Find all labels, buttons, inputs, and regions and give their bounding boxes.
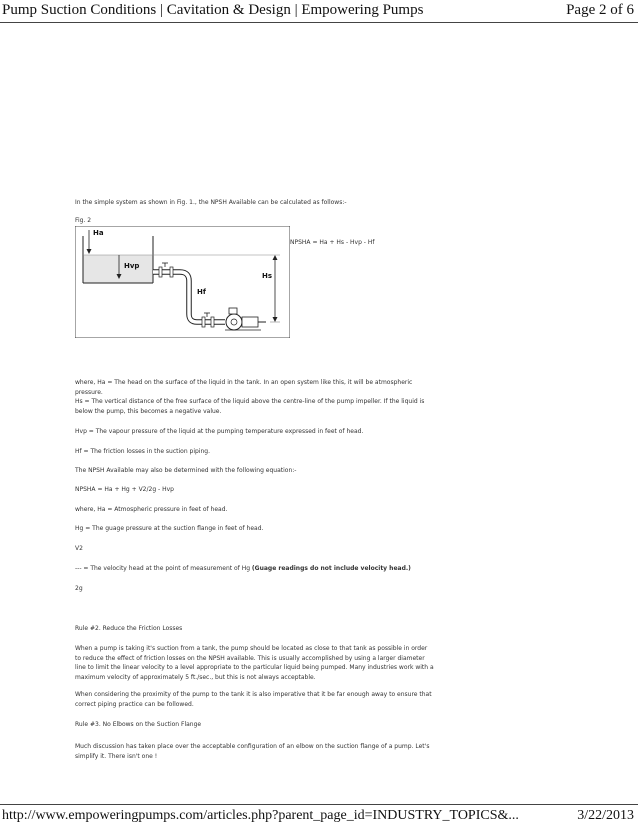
rule-3-body: Much discussion has taken place over the acceptable configuration of an elbow on the suction flange of a pump. Let's simplify it. There isn't one ! [75, 743, 430, 760]
velocity-head-text: --- = The velocity head at the point of measurement of Hg [75, 565, 252, 572]
print-date: 3/22/2013 [577, 808, 634, 823]
hg-definition: Hg = The guage pressure at the suction flange in feet of head. [75, 525, 264, 532]
label-hs: Hs [262, 272, 273, 280]
page-header [0, 0, 638, 23]
hf-definition: Hf = The friction losses in the suction piping. [75, 448, 211, 455]
v2-label: V2 [75, 545, 83, 552]
velocity-head-note: (Guage readings do not include velocity head.) [251, 565, 411, 572]
hvp-definition: Hvp = The vapour pressure of the liquid at the pumping temperature expressed in feet of head. [75, 428, 364, 435]
source-url[interactable]: http://www.empoweringpumps.com/articles.php?parent_page_id=INDUSTRY_TOPICS&... [2, 808, 519, 823]
page-footer [0, 804, 638, 827]
label-hf: Hf [197, 288, 206, 296]
label-hvp: Hvp [124, 262, 140, 270]
rule-2-body: When a pump is taking it's suction from a tank, the pump should be located as close to that tank as possible in order to reduce the effect of friction losses on the NPSH available. This is usually accomplished by using a larger diameter line to limit the linear velocity to a level appropriate to the particular liquid being pumped. Many industries work with a maximum velocity of approximately 5 ft./sec., but this is not always acceptable. [75, 645, 434, 681]
rule-2-title: Rule #2. Reduce the Friction Losses [75, 625, 183, 632]
pipe-flange [159, 267, 162, 277]
pump-discharge [229, 308, 237, 314]
npsh-system-diagram [75, 226, 290, 338]
intro-text: In the simple system as shown in Fig. 1., the NPSH Available can be calculated as follows:- [75, 199, 347, 206]
page-indicator: Page 2 of 6 [566, 2, 634, 18]
ha-definition: where, Ha = The head on the surface of the liquid in the tank. In an open system like this, it will be atmospheric pressure. [75, 379, 413, 396]
npsha-equation-2: NPSHA = Ha + Hg + V2/2g - Hvp [75, 486, 174, 493]
alt-equation-intro: The NPSH Available may also be determined with the following equation:- [75, 467, 297, 474]
pipe-flange [202, 317, 205, 327]
2g-label: 2g [75, 585, 83, 592]
pump-eye [231, 319, 237, 325]
pipe-flange [211, 317, 214, 327]
ha-definition-2: where, Ha = Atmospheric pressure in feet of head. [75, 506, 228, 513]
hs-definition: Hs = The vertical distance of the free surface of the liquid above the centre-line of the pump impeller. If the liquid is below the pump, this becomes a negative value. [75, 398, 425, 415]
rule-3-title: Rule #3. No Elbows on the Suction Flange [75, 721, 202, 728]
npsha-equation: NPSHA = Ha + Hs - Hvp - Hf [290, 239, 375, 246]
velocity-head-definition [75, 564, 435, 574]
pipe-flange [170, 267, 173, 277]
pump-motor [242, 317, 258, 327]
tank-liquid [83, 255, 153, 283]
document-title: Pump Suction Conditions | Cavitation & Design | Empowering Pumps [2, 2, 424, 18]
label-ha: Ha [93, 229, 104, 237]
proximity-paragraph: When considering the proximity of the pump to the tank it is also imperative that it be far enough away to ensure that correct piping practice can be followed. [75, 691, 432, 708]
fig-label: Fig. 2 [75, 217, 92, 224]
